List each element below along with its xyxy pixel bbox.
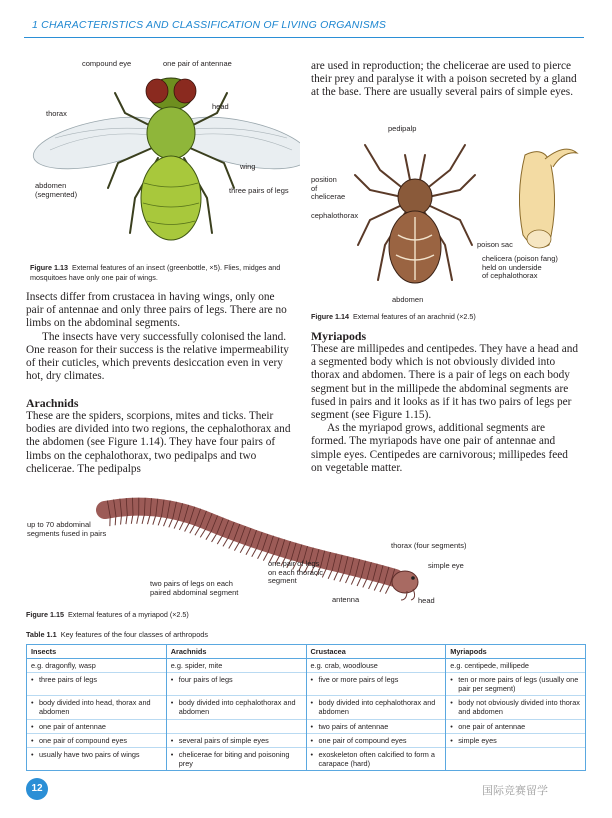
table-cell: e.g. centipede, millipede (446, 659, 586, 673)
label-spider-abdomen: abdomen (392, 295, 424, 304)
paragraph: are used in reproduction; the chelicerae are used to pierce their prey and paralyse it with a poison secreted by a gland at the base. There are usually several pairs of simple eyes. (311, 60, 577, 99)
table-cell (166, 719, 306, 733)
table-row (27, 747, 586, 770)
chelicera-illustration (505, 135, 583, 255)
paragraph: Insects differ from crustacea in having wings, only one pair of antennae and only three pairs of legs. There are no limbs on the abdominal segments. (26, 291, 287, 330)
paragraph: These are the spiders, scorpions, mites and ticks. Their bodies are divided into two regions, the cephalothorax and the abdomen (see Figure 1.14). They have four pairs of limbs on the cephalothorax, two pedipalps and two chelicerae. The pedipalps (26, 410, 291, 475)
label-abdominal-legs: two pairs of legs on each paired abdominal segment (150, 579, 239, 597)
table-cell: • chelicerae for biting and poisoning prey (166, 747, 306, 770)
table-cell: e.g. spider, mite (166, 659, 306, 673)
table-cell: • four pairs of legs (166, 673, 306, 696)
table-cell: • several pairs of simple eyes (166, 733, 306, 747)
table-cell: • one pair of compound eyes (306, 733, 446, 747)
column-header: Crustacea (306, 645, 446, 659)
arachnids-text (26, 410, 294, 476)
column-header: Myriapods (446, 645, 586, 659)
label-abdomen: abdomen (segmented) (35, 181, 78, 199)
arthropod-features-table (26, 644, 586, 771)
paragraph: The insects have very successfully colonised the land. One reason for their success is the relative impermeability of their cuticles, which prevents desiccation even in very hot, dry climates. (26, 330, 289, 383)
label-thorax: thorax (46, 109, 67, 118)
table-cell: • ten or more pairs of legs (usually one pair per segment) (446, 673, 586, 696)
table-row (27, 673, 586, 696)
label-myriapod-thorax: thorax (four segments) (391, 541, 467, 550)
label-chelicera: chelicera (poison fang) held on underside of cephalothorax (482, 254, 558, 281)
column-header: Insects (27, 645, 167, 659)
watermark: 国际竞赛留学 (482, 784, 548, 797)
right-column-text (311, 60, 579, 100)
chapter-header (24, 16, 584, 38)
page-number: 12 (26, 778, 48, 800)
table-number: Table 1.1 (26, 630, 57, 639)
label-simple-eye: simple eye (428, 561, 464, 570)
table-cell (446, 747, 586, 770)
table-cell: • simple eyes (446, 733, 586, 747)
insect-illustration (30, 58, 300, 258)
table-cell: • body divided into head, thorax and abdomen (27, 696, 167, 719)
label-legs: three pairs of legs (229, 186, 289, 195)
caption-text: External features of an insect (greenbottle, ×5). Flies, midges and mosquitoes have only one pair of wings. (30, 263, 281, 282)
table-cell: • body not obviously divided into thorax and abdomen (446, 696, 586, 719)
table-cell: • one pair of antennae (27, 719, 167, 733)
caption-number: Figure 1.13 (30, 263, 68, 272)
figure-caption-1-15 (26, 610, 326, 620)
table-cell: e.g. crab, woodlouse (306, 659, 446, 673)
caption-number: Figure 1.14 (311, 312, 349, 321)
table-cell: e.g. dragonfly, wasp (27, 659, 167, 673)
table-cell: • one pair of compound eyes (27, 733, 167, 747)
label-antenna: antenna (332, 595, 360, 604)
millipede-illustration (95, 490, 435, 602)
label-cephalothorax: cephalothorax (311, 211, 359, 220)
label-head: head (212, 102, 229, 111)
paragraph: As the myriapod grows, additional segments are formed. The myriapods have one pair of antennae and simple eyes. Centipedes are carnivorous; millipedes feed on vegetable matter. (311, 422, 568, 474)
section-heading-arachnids: Arachnids (26, 396, 79, 410)
label-antennae: one pair of antennae (163, 59, 232, 68)
label-pedipalp: pedipalp (388, 124, 417, 133)
figure-caption-1-14 (311, 312, 579, 322)
chapter-title: 1 CHARACTERISTICS AND CLASSIFICATION OF LIVING ORGANISMS (32, 19, 387, 31)
caption-number: Figure 1.15 (26, 610, 64, 619)
label-abdominal-segments: up to 70 abdominal segments fused in pairs (27, 520, 107, 538)
label-chelicerae: position of chelicerae (311, 175, 346, 202)
label-thoracic-legs: one pair of legs on each thoracic segment (268, 559, 324, 586)
spider-illustration (350, 135, 480, 300)
table-header-row (27, 645, 586, 659)
table-cell: • body divided into cephalothorax and abdomen (166, 696, 306, 719)
caption-text: External features of an arachnid (×2.5) (352, 312, 476, 321)
table-cell: • three pairs of legs (27, 673, 167, 696)
column-header: Arachnids (166, 645, 306, 659)
figure-caption-1-13 (30, 263, 292, 282)
table-row (27, 733, 586, 747)
paragraph: These are millipedes and centipedes. They have a head and a segmented body which is not obviously divided into thorax and abdomen. There is a pair of legs on each body segment but in the millipede the abdominal segments are fused in pairs and it looks as if it has two pairs of legs per segment (see Figure 1.15). (311, 343, 579, 422)
table-row (27, 696, 586, 719)
table-cell: • five or more pairs of legs (306, 673, 446, 696)
label-myriapod-head: head (418, 596, 435, 605)
label-compound-eye: compound eye (82, 59, 132, 68)
table-row (27, 659, 586, 673)
table-cell: • usually have two pairs of wings (27, 747, 167, 770)
table-title-text: Key features of the four classes of arthropods (60, 630, 208, 639)
table-cell: • two pairs of antennae (306, 719, 446, 733)
table-cell: • exoskeleton often calcified to form a carapace (hard) (306, 747, 446, 770)
table-cell: • one pair of antennae (446, 719, 586, 733)
section-heading-myriapods: Myriapods (311, 329, 367, 343)
table-row (27, 719, 586, 733)
caption-text: External features of a myriapod (×2.5) (67, 610, 189, 619)
table-cell: • body divided into cephalothorax and abdomen (306, 696, 446, 719)
myriapods-text (311, 343, 581, 475)
label-poison-sac: poison sac (477, 240, 513, 249)
table-title (26, 630, 208, 639)
label-wing: wing (240, 162, 256, 171)
left-column-text (26, 291, 294, 383)
